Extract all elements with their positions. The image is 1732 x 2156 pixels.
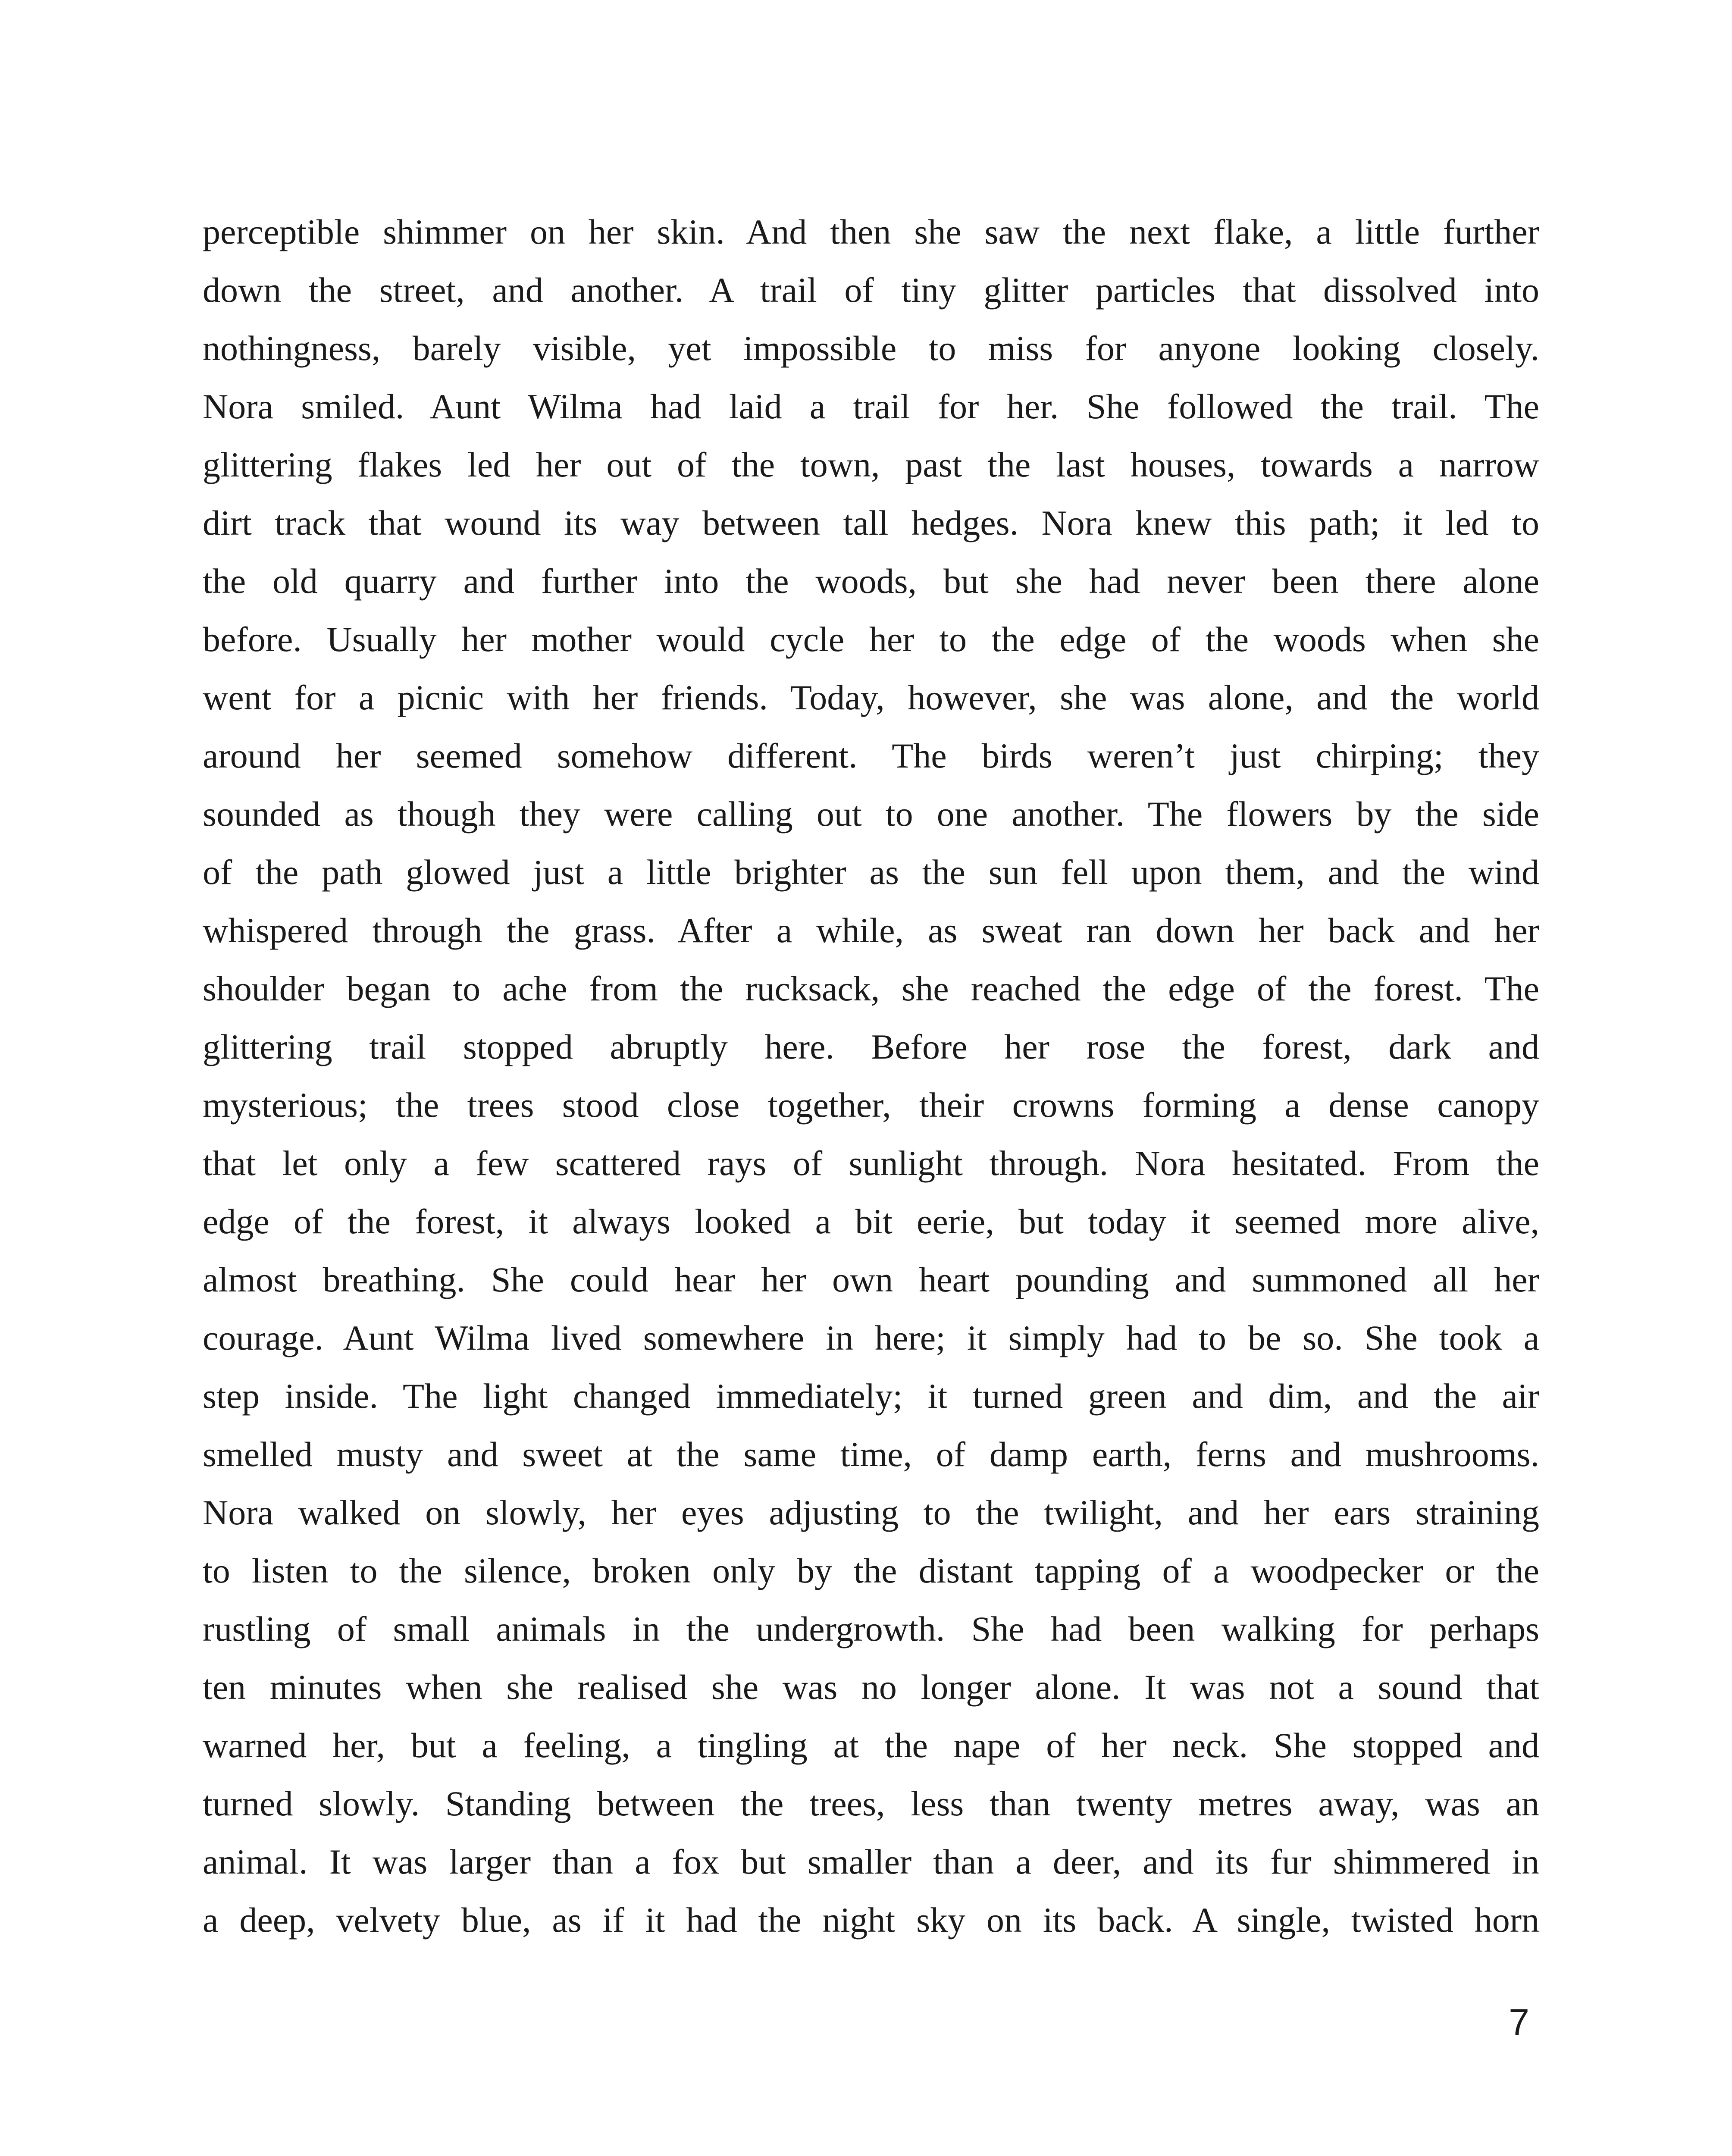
text-line: turned slowly. Standing between the trees, less than twenty metres away, was an: [203, 1784, 1539, 1823]
text-line: animal. It was larger than a fox but smaller than a deer, and its fur shimmered in: [203, 1842, 1539, 1881]
text-line: glittering flakes led her out of the town, past the last houses, towards a narrow: [203, 445, 1539, 484]
text-line: to listen to the silence, broken only by the distant tapping of a woodpecker or the: [203, 1551, 1539, 1590]
text-line: smelled musty and sweet at the same time, of damp earth, ferns and mushrooms.: [203, 1435, 1539, 1474]
text-line: ten minutes when she realised she was no longer alone. It was not a sound that: [203, 1667, 1539, 1707]
text-line: went for a picnic with her friends. Today, however, she was alone, and the world: [203, 678, 1539, 717]
text-line: down the street, and another. A trail of tiny glitter particles that dissolved into: [203, 270, 1539, 310]
text-line: perceptible shimmer on her skin. And then she saw the next flake, a little further: [203, 212, 1539, 251]
text-line: rustling of small animals in the undergrowth. She had been walking for perhaps: [203, 1609, 1539, 1648]
text-line: whispered through the grass. After a while, as sweat ran down her back and her: [203, 911, 1539, 950]
text-line: nothingness, barely visible, yet impossible to miss for anyone looking closely.: [203, 329, 1539, 368]
text-line: dirt track that wound its way between tall hedges. Nora knew this path; it led to: [203, 503, 1539, 542]
text-line: warned her, but a feeling, a tingling at the nape of her neck. She stopped and: [203, 1726, 1539, 1765]
text-line: that let only a few scattered rays of sunlight through. Nora hesitated. From the: [203, 1144, 1539, 1183]
text-line: sounded as though they were calling out to one another. The flowers by the side: [203, 794, 1539, 834]
text-line: almost breathing. She could hear her own heart pounding and summoned all her: [203, 1260, 1539, 1299]
text-line: Nora walked on slowly, her eyes adjusting to the twilight, and her ears straining: [203, 1493, 1539, 1532]
text-line: edge of the forest, it always looked a bit eerie, but today it seemed more alive,: [203, 1202, 1539, 1241]
text-line: Nora smiled. Aunt Wilma had laid a trail for her. She followed the trail. The: [203, 387, 1539, 426]
text-line: glittering trail stopped abruptly here. Before her rose the forest, dark and: [203, 1027, 1539, 1066]
text-line: a deep, velvety blue, as if it had the night sky on its back. A single, twisted horn: [203, 1900, 1539, 1940]
body-text: [203, 203, 1539, 1949]
text-line: shoulder began to ache from the rucksack, she reached the edge of the forest. The: [203, 969, 1539, 1008]
text-line: the old quarry and further into the woods, but she had never been there alone: [203, 561, 1539, 601]
text-line: mysterious; the trees stood close together, their crowns forming a dense canopy: [203, 1085, 1539, 1125]
text-line: before. Usually her mother would cycle her to the edge of the woods when she: [203, 620, 1539, 659]
text-line: courage. Aunt Wilma lived somewhere in here; it simply had to be so. She took a: [203, 1318, 1539, 1357]
text-line: step inside. The light changed immediately; it turned green and dim, and the air: [203, 1376, 1539, 1416]
text-line: of the path glowed just a little brighter as the sun fell upon them, and the wind: [203, 852, 1539, 892]
page-number: 7: [1509, 2002, 1529, 2043]
text-line: around her seemed somehow different. The birds weren’t just chirping; they: [203, 736, 1539, 775]
